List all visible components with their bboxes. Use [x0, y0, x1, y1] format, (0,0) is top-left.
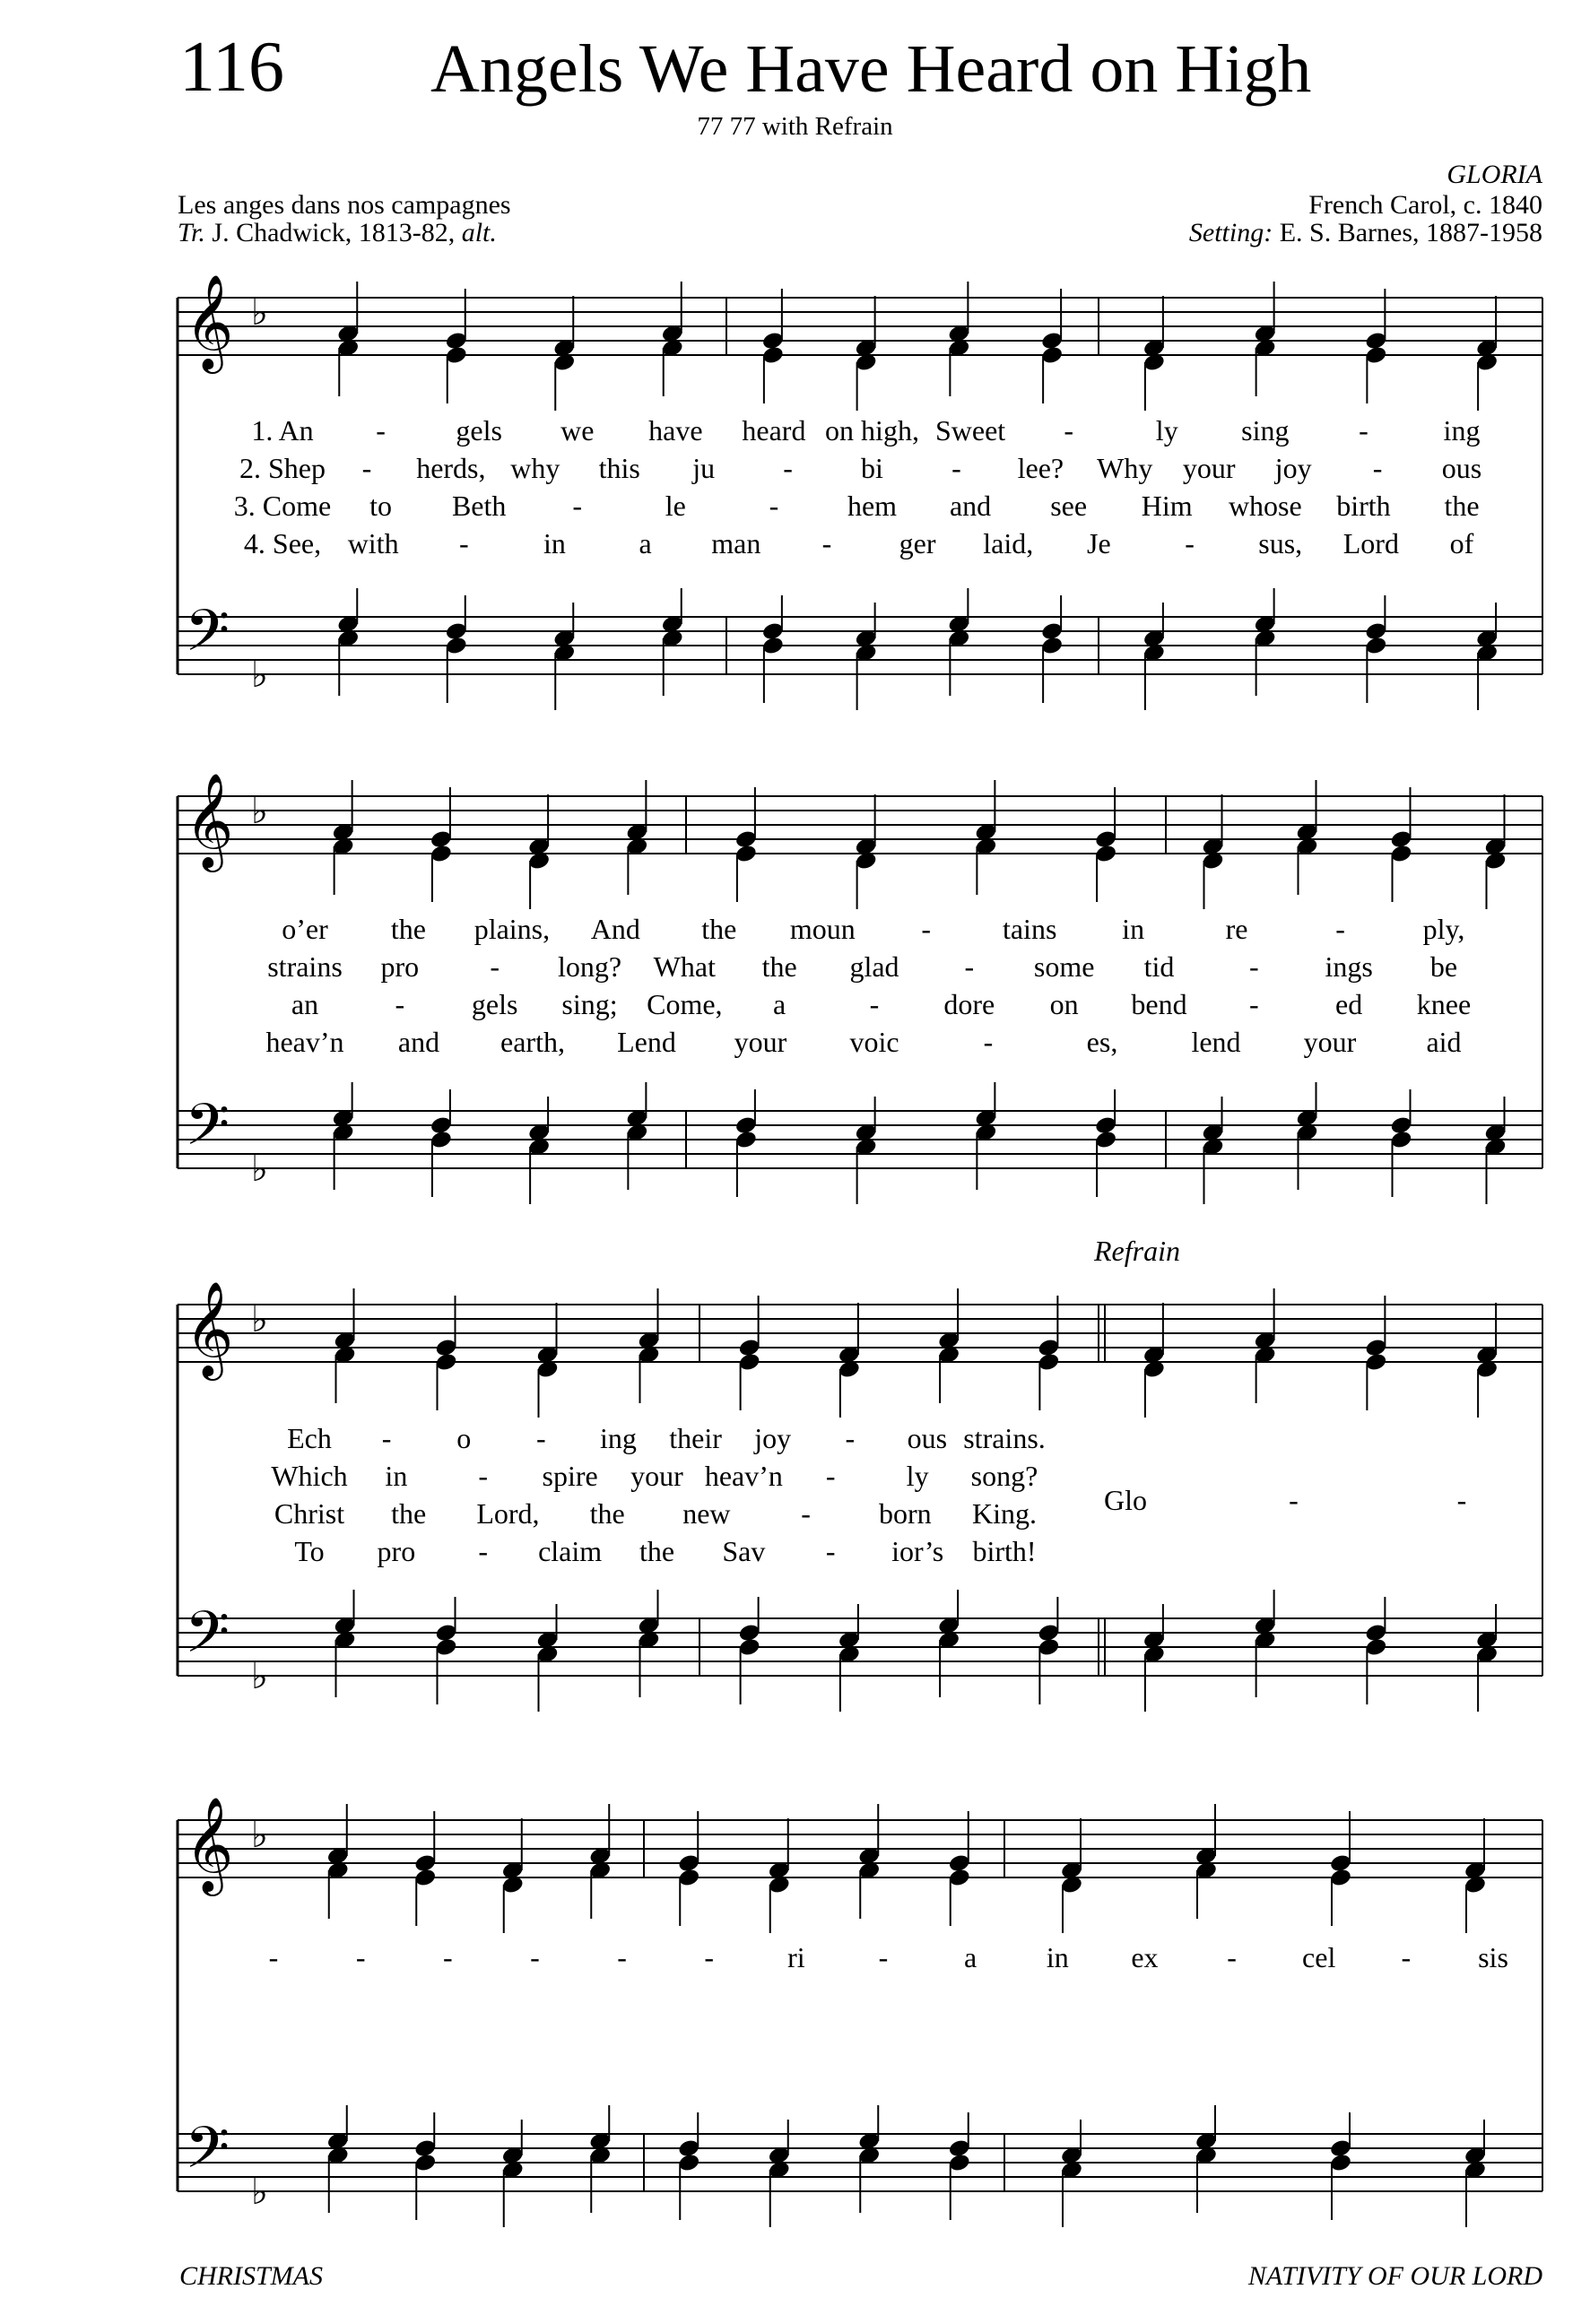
- lyric-syllable: -: [878, 1941, 889, 1973]
- setting-prefix: Setting:: [1188, 218, 1273, 247]
- lyric-syllable: the: [761, 950, 797, 983]
- lyric-syllable: joy: [754, 1422, 792, 1454]
- lyric-syllable: 3. Come: [233, 490, 332, 522]
- lyric-syllable: joy: [1274, 452, 1312, 484]
- lyric-syllable: -: [1227, 1941, 1237, 1973]
- lyric-syllable: aid: [1426, 1026, 1462, 1058]
- lyric-syllable: glad: [849, 950, 899, 983]
- lyric-syllable: birth!: [972, 1535, 1037, 1567]
- lyric-syllable: -: [1289, 1484, 1299, 1516]
- lyric-syllable: on high,: [825, 414, 919, 447]
- lyric-syllable: -: [1249, 950, 1259, 983]
- lyric-syllable: ing: [1443, 414, 1481, 447]
- lyric-syllable: -: [458, 527, 469, 559]
- lyric-syllable: -: [617, 1941, 627, 1973]
- lyric-syllable: the: [1444, 490, 1480, 522]
- lyric-syllable: -: [1372, 452, 1383, 484]
- lyric-syllable: sis: [1478, 1941, 1508, 1973]
- lyric-syllable: we: [560, 414, 595, 447]
- lyric-syllable: Lend: [617, 1026, 676, 1058]
- lyric-syllable: gels: [456, 414, 502, 447]
- lyric-syllable: tid: [1143, 950, 1175, 983]
- lyric-syllable: Glo: [1104, 1484, 1147, 1516]
- lyric-syllable: dore: [943, 988, 995, 1020]
- lyric-syllable: their: [669, 1422, 722, 1454]
- lyric-syllable: gels: [471, 988, 518, 1020]
- lyric-syllable: your: [1182, 452, 1236, 484]
- refrain-label: Refrain: [1094, 1235, 1180, 1267]
- lyric-syllable: heard: [742, 414, 806, 447]
- lyric-syllable: voic: [849, 1026, 899, 1058]
- bass-clef: 𝄢: [185, 1092, 230, 1173]
- lyric-syllable: lend: [1191, 1026, 1241, 1058]
- lyric-syllable: Why: [1097, 452, 1153, 484]
- lyric-syllable: What: [653, 950, 716, 983]
- lyric-syllable: heav’n: [704, 1460, 783, 1492]
- key-signature-flat: ♭: [251, 292, 268, 334]
- lyric-syllable: on: [1049, 988, 1079, 1020]
- lyric-syllable: claim: [538, 1535, 603, 1567]
- lyric-syllable: -: [951, 452, 961, 484]
- lyric-syllable: -: [1249, 988, 1259, 1020]
- hymn-meter: 77 77 with Refrain: [697, 112, 893, 141]
- lyric-syllable: -: [825, 1460, 836, 1492]
- lyric-syllable: -: [572, 490, 583, 522]
- treble-clef: 𝄞: [185, 1796, 234, 1892]
- setting-name: E. S. Barnes, 1887-1958: [1279, 218, 1542, 247]
- lyric-syllable: -: [825, 1535, 836, 1567]
- lyric-syllable: sing: [1241, 414, 1290, 447]
- lyric-syllable: your: [734, 1026, 787, 1058]
- lyric-syllable: bend: [1131, 988, 1187, 1020]
- lyric-syllable: Sav: [722, 1535, 766, 1567]
- lyric-syllable: birth: [1336, 490, 1391, 522]
- lyric-syllable: 1. An: [251, 414, 314, 447]
- lyric-syllable: hem: [847, 490, 898, 522]
- lyric-syllable: of: [1449, 527, 1474, 559]
- lyric-syllable: sus,: [1258, 527, 1303, 559]
- lyric-syllable: in: [1046, 1941, 1069, 1973]
- lyric-syllable: -: [821, 527, 832, 559]
- lyric-syllable: -: [704, 1941, 715, 1973]
- lyric-syllable: to: [369, 490, 393, 522]
- lyric-syllable: -: [442, 1941, 453, 1973]
- lyric-syllable: ings: [1325, 950, 1373, 983]
- lyric-syllable: -: [530, 1941, 540, 1973]
- lyric-syllable: -: [964, 950, 975, 983]
- lyric-syllable: -: [490, 950, 500, 983]
- lyric-syllable: laid,: [983, 527, 1034, 559]
- lyric-syllable: knee: [1416, 988, 1472, 1020]
- lyric-syllable: 4. See,: [243, 527, 322, 559]
- key-signature-flat: ♭: [251, 791, 268, 832]
- lyric-syllable: -: [869, 988, 880, 1020]
- lyric-syllable: in: [543, 527, 566, 559]
- treble-clef: 𝄞: [185, 273, 234, 369]
- lyric-syllable: and: [397, 1026, 440, 1058]
- lyric-syllable: Him: [1141, 490, 1193, 522]
- lyric-syllable: ger: [899, 527, 936, 559]
- lyric-syllable: a: [773, 988, 786, 1020]
- lyric-syllable: -: [1335, 913, 1345, 945]
- key-signature-flat: ♭: [251, 655, 268, 696]
- lyric-syllable: -: [1359, 414, 1368, 447]
- footer-occasion: NATIVITY OF OUR LORD: [1247, 2261, 1542, 2291]
- lyric-syllable: -: [478, 1460, 489, 1492]
- lyric-syllable: o’er: [282, 913, 328, 945]
- bass-clef: 𝄢: [185, 1600, 230, 1680]
- lyric-syllable: have: [648, 414, 703, 447]
- lyric-syllable: And: [590, 913, 640, 945]
- lyric-syllable: ply,: [1422, 913, 1465, 945]
- lyric-syllable: ior’s: [891, 1535, 944, 1567]
- lyric-syllable: the: [701, 913, 737, 945]
- lyric-syllable: -: [769, 490, 779, 522]
- lyric-syllable: new: [682, 1497, 731, 1530]
- lyric-syllable: why: [510, 452, 560, 484]
- translator-suffix: alt.: [461, 218, 497, 247]
- lyric-syllable: in: [385, 1460, 408, 1492]
- lyric-syllable: strains.: [963, 1422, 1046, 1454]
- lyric-syllable: es,: [1086, 1026, 1118, 1058]
- lyric-syllable: To: [294, 1535, 325, 1567]
- lyric-syllable: moun: [789, 913, 856, 945]
- lyric-syllable: -: [1064, 414, 1073, 447]
- lyric-syllable: Lord,: [476, 1497, 540, 1530]
- lyric-syllable: -: [268, 1941, 279, 1973]
- lyric-syllable: King.: [972, 1497, 1037, 1530]
- treble-clef: 𝄞: [185, 1280, 234, 1376]
- lyric-syllable: ing: [599, 1422, 637, 1454]
- lyric-syllable: a: [964, 1941, 977, 1973]
- lyric-syllable: the: [589, 1497, 625, 1530]
- lyric-syllable: -: [783, 452, 793, 484]
- lyric-syllable: be: [1429, 950, 1458, 983]
- lyric-syllable: long?: [557, 950, 622, 983]
- lyric-syllable: earth,: [500, 1026, 565, 1058]
- lyric-syllable: song?: [970, 1460, 1038, 1492]
- lyric-syllable: -: [381, 1422, 392, 1454]
- lyric-syllable: pro: [380, 950, 420, 983]
- system-4: [178, 1796, 1542, 2227]
- lyric-syllable: ous: [1441, 452, 1482, 484]
- lyric-syllable: whose: [1228, 490, 1302, 522]
- lyric-syllable: born: [878, 1497, 932, 1530]
- lyric-syllable: -: [801, 1497, 811, 1530]
- lyric-syllable: le: [665, 490, 686, 522]
- hymn-number: 116: [179, 28, 285, 107]
- lyric-syllable: some: [1033, 950, 1095, 983]
- lyric-syllable: re: [1225, 913, 1248, 945]
- lyric-syllable: -: [536, 1422, 546, 1454]
- lyric-syllable: -: [1185, 527, 1195, 559]
- lyric-syllable: Beth: [451, 490, 507, 522]
- lyric-syllable: -: [395, 988, 405, 1020]
- treble-clef: 𝄞: [185, 772, 234, 868]
- tune-origin: French Carol, c. 1840: [1308, 190, 1542, 220]
- lyric-syllable: ly: [906, 1460, 929, 1492]
- lyric-syllable: the: [390, 913, 426, 945]
- key-signature-flat: ♭: [251, 1149, 268, 1190]
- lyric-syllable: cel: [1302, 1941, 1336, 1973]
- lyric-syllable: see: [1050, 490, 1088, 522]
- lyric-syllable: strains: [267, 950, 343, 983]
- lyric-syllable: -: [478, 1535, 489, 1567]
- lyric-syllable: ed: [1335, 988, 1363, 1020]
- lyric-syllable: spire: [542, 1460, 598, 1492]
- lyric-syllable: -: [1456, 1484, 1467, 1516]
- lyric-syllable: ju: [692, 452, 716, 484]
- lyric-syllable: -: [1401, 1941, 1412, 1973]
- translator-name: J. Chadwick, 1813-82,: [212, 218, 456, 247]
- lyric-syllable: Ech: [287, 1422, 332, 1454]
- lyric-syllable: ex: [1131, 1941, 1159, 1973]
- lyric-syllable: with: [347, 527, 399, 559]
- lyric-syllable: your: [1303, 1026, 1357, 1058]
- tune-name: GLORIA: [1447, 160, 1542, 189]
- lyric-syllable: Come,: [647, 988, 723, 1020]
- key-signature-flat: ♭: [251, 1656, 268, 1697]
- lyric-syllable: Christ: [274, 1497, 345, 1530]
- lyric-syllable: heav’n: [265, 1026, 344, 1058]
- lyric-syllable: 2. Shep: [239, 452, 326, 484]
- lyric-syllable: a: [639, 527, 652, 559]
- bass-clef: 𝄢: [185, 598, 230, 679]
- lyric-syllable: and: [949, 490, 992, 522]
- lyric-syllable: -: [983, 1026, 994, 1058]
- lyric-syllable: -: [361, 452, 372, 484]
- lyric-syllable: this: [598, 452, 640, 484]
- lyric-syllable: sing;: [561, 988, 618, 1020]
- lyric-syllable: Je: [1087, 527, 1111, 559]
- key-signature-flat: ♭: [251, 2172, 268, 2213]
- lyric-syllable: man: [711, 527, 761, 559]
- lyric-syllable: -: [845, 1422, 856, 1454]
- lyric-syllable: an: [291, 988, 319, 1020]
- key-signature-flat: ♭: [251, 1299, 268, 1340]
- original-title: Les anges dans nos campagnes: [178, 190, 511, 220]
- translator-prefix: Tr.: [178, 218, 205, 247]
- lyric-syllable: ous: [907, 1422, 948, 1454]
- lyric-syllable: in: [1122, 913, 1145, 945]
- lyric-syllable: -: [355, 1941, 366, 1973]
- lyric-syllable: o: [456, 1422, 472, 1454]
- system-3: [178, 1280, 1542, 1712]
- lyric-syllable: Sweet: [934, 414, 1006, 447]
- lyric-syllable: your: [630, 1460, 683, 1492]
- lyric-syllable: plains,: [474, 913, 551, 945]
- hymn-title: Angels We Have Heard on High: [430, 31, 1312, 107]
- bass-clef: 𝄢: [185, 2115, 230, 2196]
- lyric-syllable: -: [921, 913, 932, 945]
- lyric-syllable: Lord: [1342, 527, 1399, 559]
- lyric-syllable: ly: [1155, 414, 1178, 447]
- lyric-syllable: the: [391, 1497, 427, 1530]
- lyric-syllable: the: [639, 1535, 675, 1567]
- lyric-syllable: tains: [1002, 913, 1057, 945]
- footer-season: CHRISTMAS: [179, 2261, 323, 2291]
- lyric-syllable: herds,: [416, 452, 486, 484]
- lyric-syllable: lee?: [1017, 452, 1064, 484]
- lyric-syllable: ri: [787, 1941, 805, 1973]
- lyric-syllable: Which: [271, 1460, 348, 1492]
- lyric-syllable: pro: [377, 1535, 416, 1567]
- lyric-syllable: bi: [861, 452, 883, 484]
- key-signature-flat: ♭: [251, 1815, 268, 1856]
- lyric-syllable: -: [376, 414, 386, 447]
